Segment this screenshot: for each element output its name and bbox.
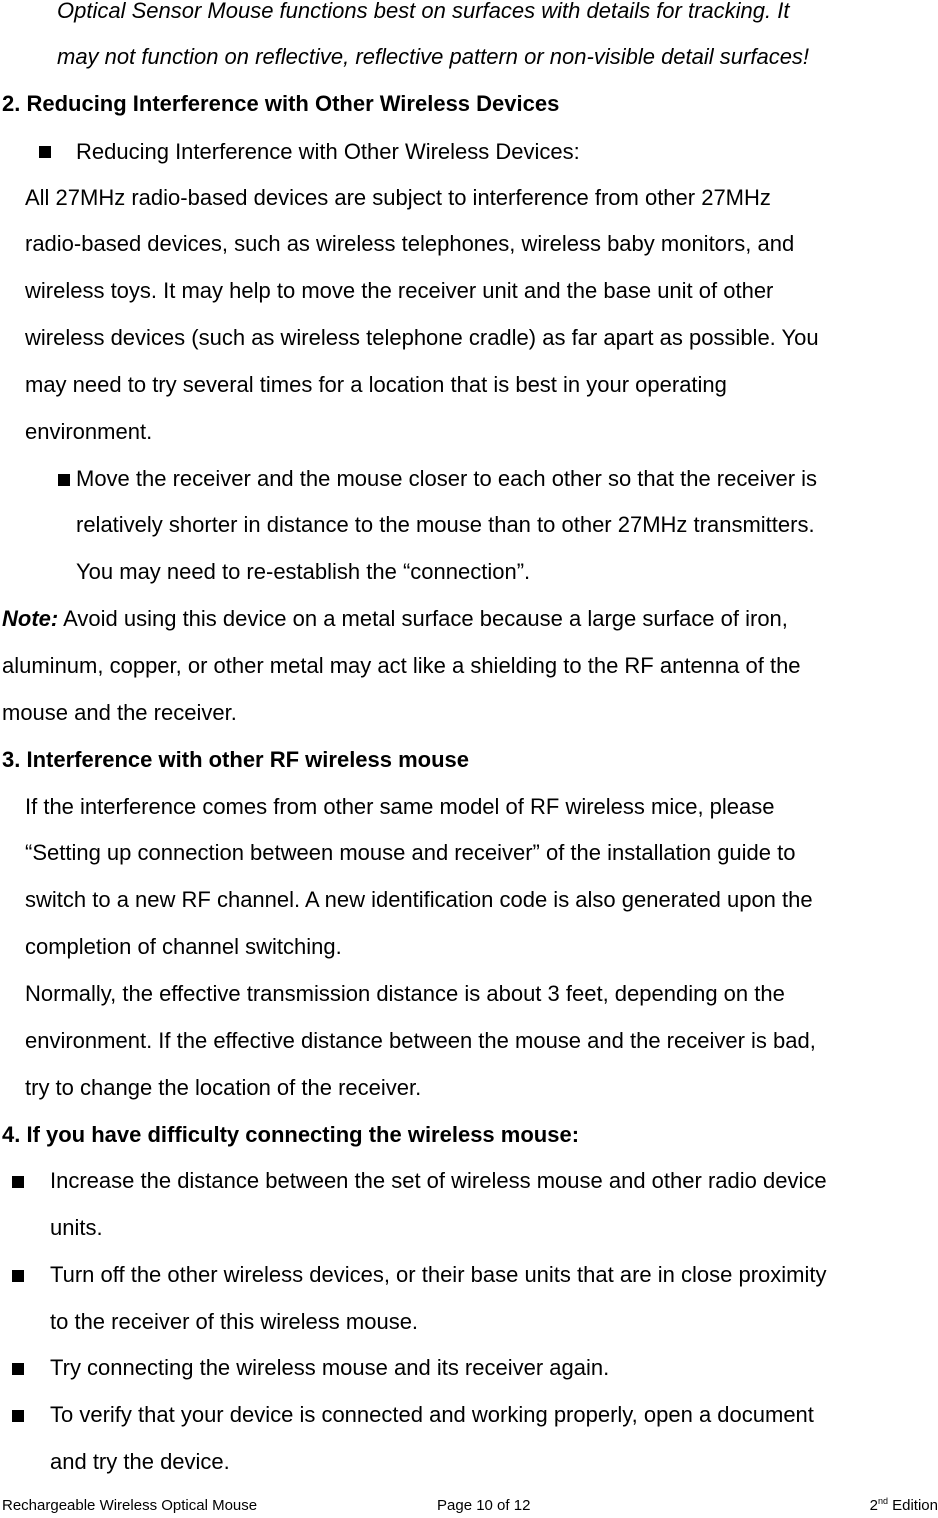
note-text: Avoid using this device on a metal surface because a large surface of iron, (58, 606, 788, 631)
footer-page-number: Page 10 of 12 (437, 1497, 531, 1514)
square-bullet-icon (58, 474, 70, 486)
section-4-bullet-4-line-1: To verify that your device is connected and working properly, open a document (50, 1402, 814, 1427)
section-2-sub-bullet-line-1: Move the receiver and the mouse closer to each other so that the receiver is (76, 466, 818, 491)
section-3-para2-line-1: Normally, the effective transmission distance is about 3 feet, depending on the (25, 981, 785, 1006)
intro-line-2: may not function on reflective, reflective pattern or non-visible detail surfaces! (57, 44, 810, 69)
section-4-bullet-1-line-1: Increase the distance between the set of wireless mouse and other radio device (50, 1168, 827, 1193)
section-3-para1-line-3: switch to a new RF channel. A new identification code is also generated upon the (25, 887, 813, 912)
section-2-para-line-1: All 27MHz radio-based devices are subject to interference from other 27MHz (25, 185, 771, 210)
note-line-3: mouse and the receiver. (2, 700, 237, 725)
footer-edition-suffix: nd (877, 1496, 888, 1506)
footer-edition-number: 2 (869, 1497, 878, 1514)
note-label: Note: (2, 606, 59, 631)
square-bullet-icon (12, 1363, 24, 1375)
section-4-bullet-1-line-2: units. (50, 1215, 103, 1240)
section-4-bullet-2-line-1: Turn off the other wireless devices, or their base units that are in close proximity (50, 1262, 827, 1287)
footer-product-name: Rechargeable Wireless Optical Mouse (2, 1497, 258, 1514)
section-2-para-line-3: wireless toys. It may help to move the receiver unit and the base unit of other (25, 278, 774, 303)
section-3-para1-line-1: If the interference comes from other same model of RF wireless mice, please (25, 794, 775, 819)
section-2-bullet-label: Reducing Interference with Other Wireless Devices: (76, 139, 580, 164)
section-3-para1-line-4: completion of channel switching. (25, 934, 342, 959)
section-2-para-line-4: wireless devices (such as wireless telephone cradle) as far apart as possible. You (25, 325, 819, 350)
square-bullet-icon (12, 1270, 24, 1282)
section-2-sub-bullet-line-3: You may need to re-establish the “connection”. (76, 559, 531, 584)
note-line-1 (2, 604, 788, 634)
section-4-bullet-4-line-2: and try the device. (50, 1449, 230, 1474)
section-4-bullet-2-line-2: to the receiver of this wireless mouse. (50, 1309, 419, 1334)
section-4-bullet-3-line-1: Try connecting the wireless mouse and its receiver again. (50, 1355, 610, 1380)
section-3-para1-line-2: “Setting up connection between mouse and receiver” of the installation guide to (25, 840, 796, 865)
section-2-para-line-2: radio-based devices, such as wireless telephones, wireless baby monitors, and (25, 231, 795, 256)
section-2-para-line-5: may need to try several times for a location that is best in your operating (25, 372, 727, 397)
section-3-para2-line-2: environment. If the effective distance between the mouse and the receiver is bad, (25, 1028, 816, 1053)
section-3-para2-line-3: try to change the location of the receiver. (25, 1075, 422, 1100)
section-2-sub-bullet-line-2: relatively shorter in distance to the mouse than to other 27MHz transmitters. (76, 512, 815, 537)
square-bullet-icon (12, 1410, 24, 1422)
section-3-heading: 3. Interference with other RF wireless mouse (2, 747, 470, 772)
square-bullet-icon (12, 1176, 24, 1188)
section-4-heading: 4. If you have difficulty connecting the wireless mouse: (2, 1122, 580, 1147)
section-2-heading: 2. Reducing Interference with Other Wireless Devices (2, 91, 560, 116)
footer-edition (870, 1494, 938, 1518)
intro-line-1: Optical Sensor Mouse functions best on surfaces with details for tracking. It (57, 0, 790, 23)
square-bullet-icon (39, 146, 51, 158)
footer-edition-text: Edition (887, 1497, 938, 1514)
section-2-para-line-6: environment. (25, 419, 153, 444)
note-line-2: aluminum, copper, or other metal may act like a shielding to the RF antenna of the (2, 653, 801, 678)
